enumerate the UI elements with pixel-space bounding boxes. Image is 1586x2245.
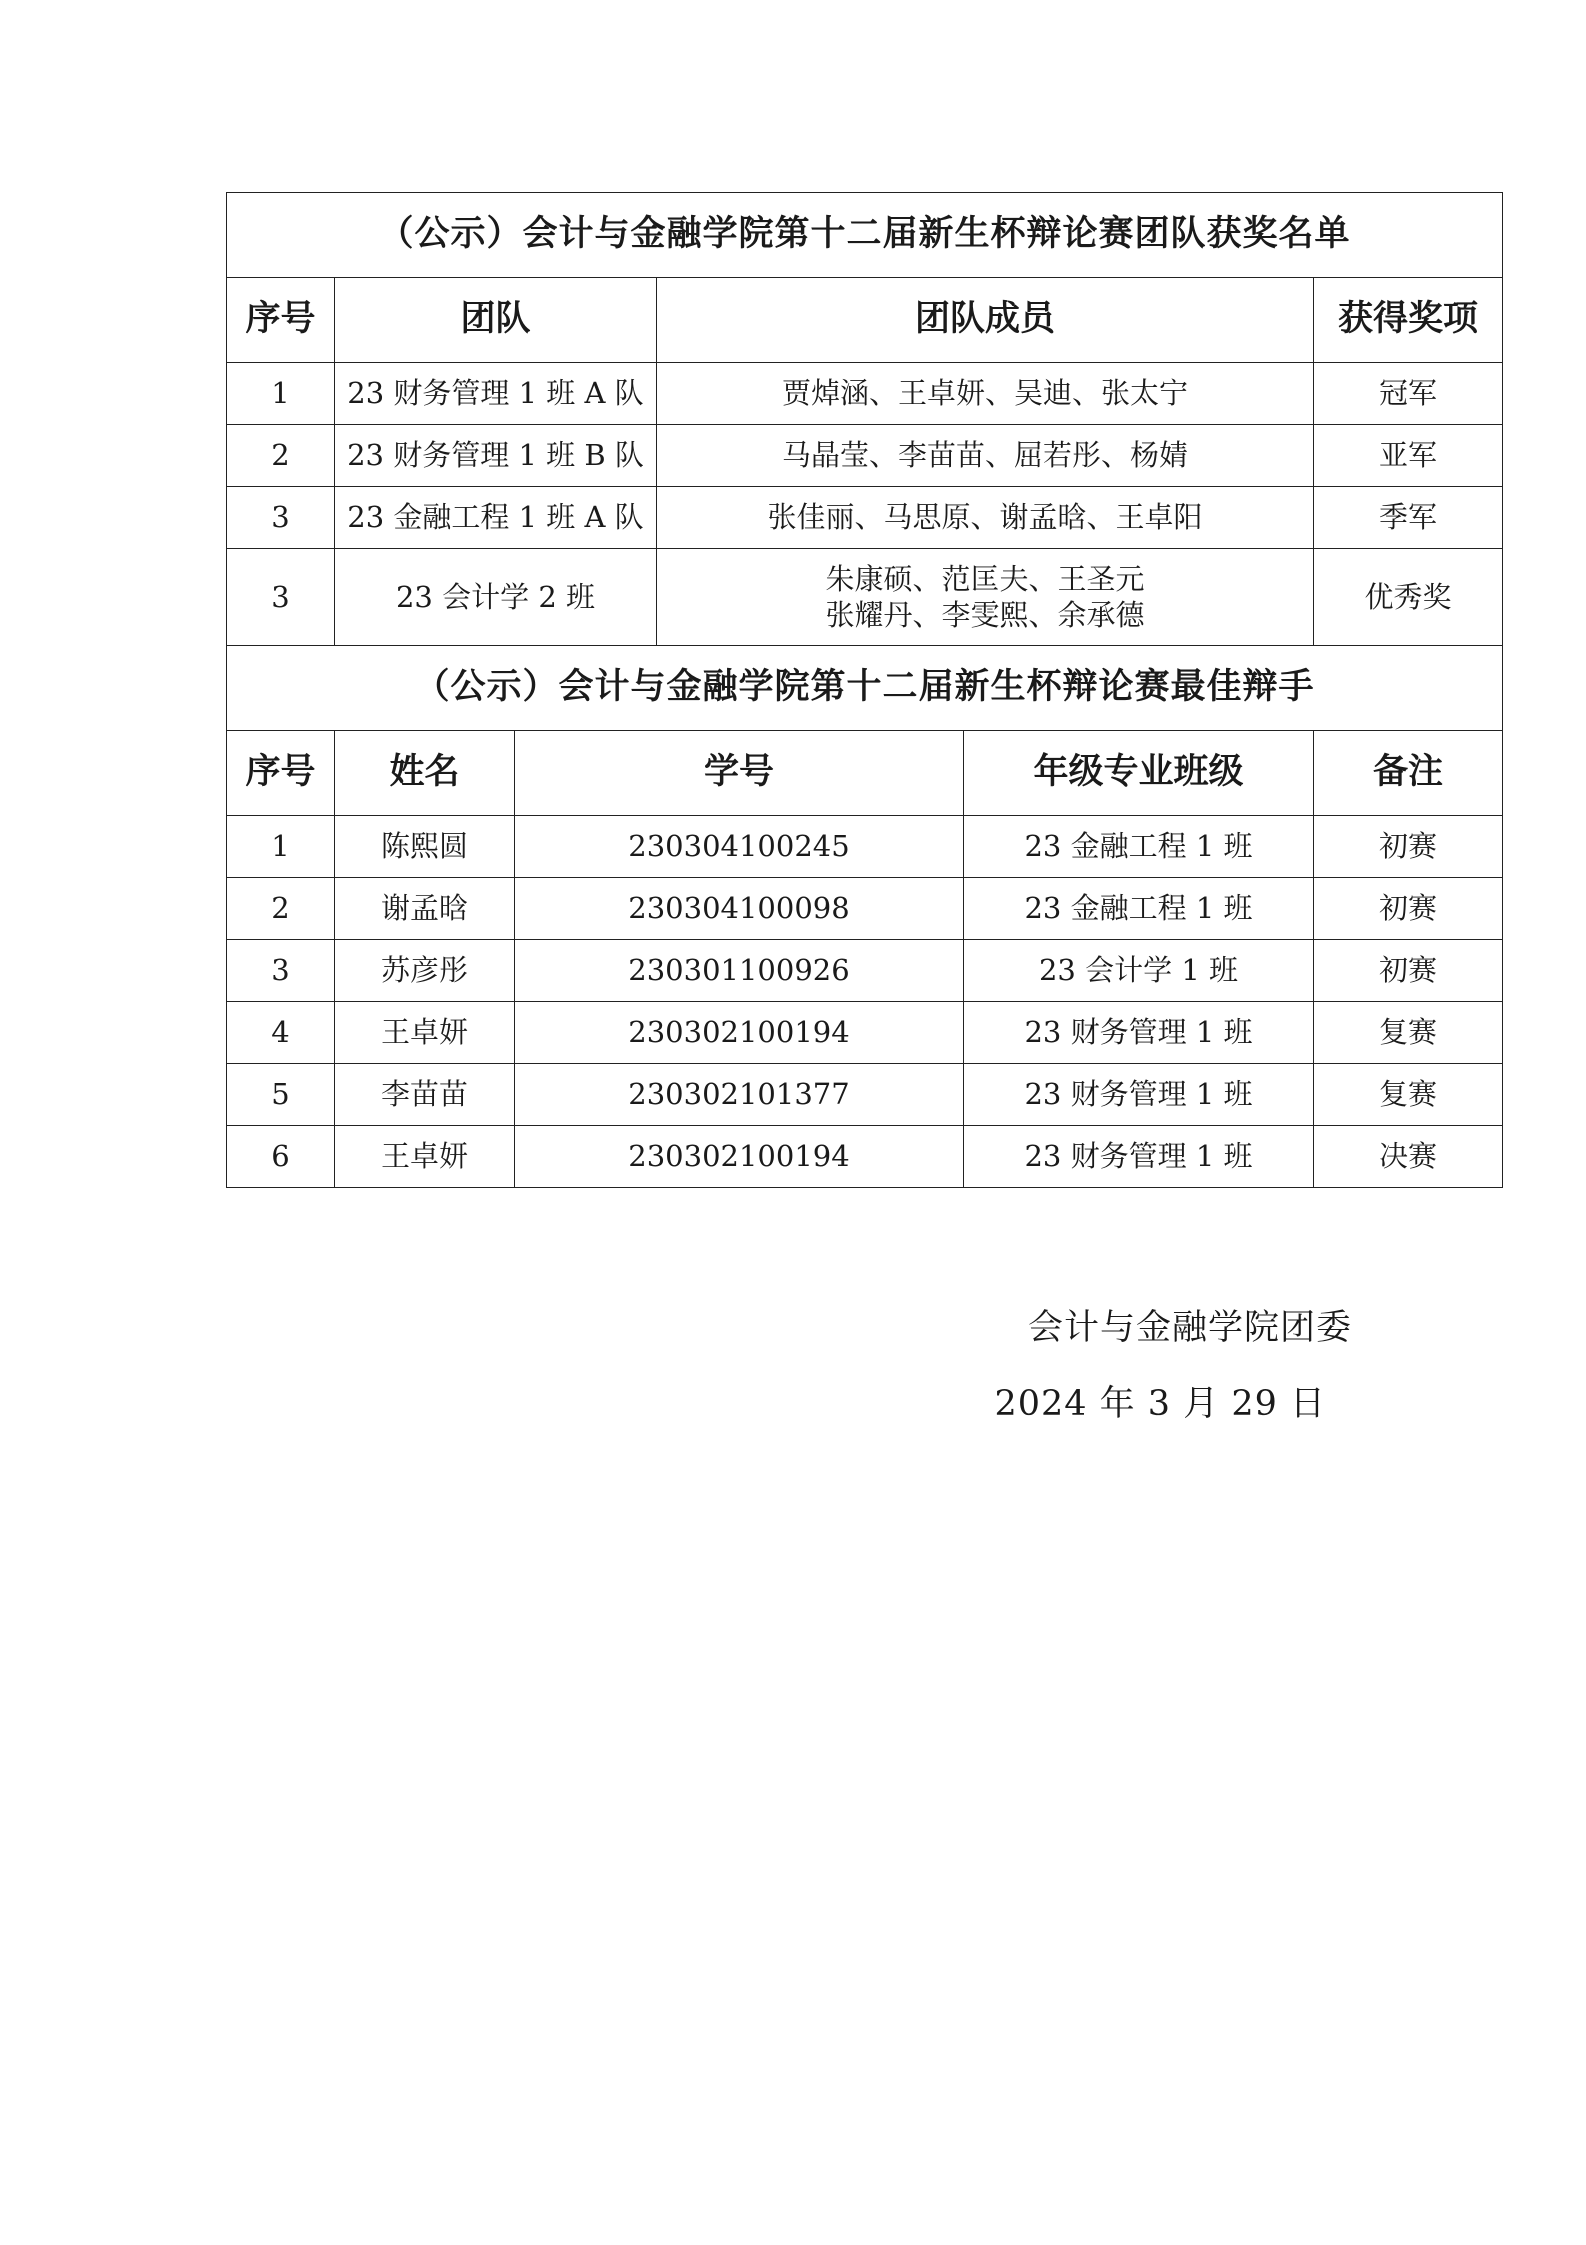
team-row-team: 23 财务管理 1 班 A 队 xyxy=(335,363,657,425)
team-row-award: 季军 xyxy=(1314,487,1503,549)
team-row-no: 1 xyxy=(227,363,335,425)
debater-row-name: 谢孟晗 xyxy=(335,878,515,940)
debater-row-name: 李苗苗 xyxy=(335,1064,515,1126)
debater-row xyxy=(227,816,1503,878)
debater-header-id: 学号 xyxy=(515,731,964,816)
debater-header-note: 备注 xyxy=(1314,731,1503,816)
team-row xyxy=(227,487,1503,549)
signature-block xyxy=(994,1290,1352,1442)
team-section-title: （公示）会计与金融学院第十二届新生杯辩论赛团队获奖名单 xyxy=(227,193,1503,278)
team-row-no: 3 xyxy=(227,487,335,549)
team-row xyxy=(227,425,1503,487)
debater-row-note: 复赛 xyxy=(1314,1064,1503,1126)
debater-row-no: 2 xyxy=(227,878,335,940)
team-row-award: 优秀奖 xyxy=(1314,549,1503,646)
team-header-row xyxy=(227,278,1503,363)
team-row-members-line: 朱康硕、范匡夫、王圣元 xyxy=(825,561,1145,596)
debater-row-note: 复赛 xyxy=(1314,1002,1503,1064)
debater-row-id: 230301100926 xyxy=(515,940,964,1002)
debater-row-note: 初赛 xyxy=(1314,940,1503,1002)
debater-row-no: 4 xyxy=(227,1002,335,1064)
debater-section-title-row xyxy=(227,646,1503,731)
debater-row-name: 陈熙圆 xyxy=(335,816,515,878)
debater-row-id: 230304100245 xyxy=(515,816,964,878)
team-row-members xyxy=(657,487,1314,549)
team-row-no: 3 xyxy=(227,549,335,646)
team-row-members-line: 贾焯涵、王卓妍、吴迪、张太宁 xyxy=(781,376,1188,411)
debater-row-class: 23 金融工程 1 班 xyxy=(964,816,1314,878)
team-row xyxy=(227,549,1503,646)
team-section-title-row xyxy=(227,193,1503,278)
debater-row xyxy=(227,1126,1503,1188)
team-row-award: 冠军 xyxy=(1314,363,1503,425)
team-row-no: 2 xyxy=(227,425,335,487)
debater-header-name: 姓名 xyxy=(335,731,515,816)
team-row-team: 23 财务管理 1 班 B 队 xyxy=(335,425,657,487)
debater-section-title: （公示）会计与金融学院第十二届新生杯辩论赛最佳辩手 xyxy=(227,646,1503,731)
team-row-team: 23 会计学 2 班 xyxy=(335,549,657,646)
team-header-team: 团队 xyxy=(335,278,657,363)
debater-row-note: 初赛 xyxy=(1314,816,1503,878)
team-row-members-line: 张佳丽、马思原、谢孟晗、王卓阳 xyxy=(767,500,1203,535)
debater-row-class: 23 会计学 1 班 xyxy=(964,940,1314,1002)
debater-row-note: 决赛 xyxy=(1314,1126,1503,1188)
debater-row-no: 5 xyxy=(227,1064,335,1126)
debater-row-name: 王卓妍 xyxy=(335,1126,515,1188)
team-row xyxy=(227,363,1503,425)
team-row-award: 亚军 xyxy=(1314,425,1503,487)
debater-header-row xyxy=(227,731,1503,816)
debater-row-id: 230302100194 xyxy=(515,1126,964,1188)
debater-row-id: 230304100098 xyxy=(515,878,964,940)
team-row-members-line: 马晶莹、李苗苗、屈若彤、杨婧 xyxy=(781,438,1188,473)
debater-row xyxy=(227,1002,1503,1064)
debater-row-id: 230302100194 xyxy=(515,1002,964,1064)
team-row-team: 23 金融工程 1 班 A 队 xyxy=(335,487,657,549)
team-header-members: 团队成员 xyxy=(657,278,1314,363)
team-row-members-line: 张耀丹、李雯熙、余承德 xyxy=(825,598,1145,632)
debater-header-no: 序号 xyxy=(227,731,335,816)
award-table xyxy=(226,192,1503,1188)
debater-row xyxy=(227,940,1503,1002)
team-row-members xyxy=(657,363,1314,425)
debater-row-name: 苏彦彤 xyxy=(335,940,515,1002)
debater-row-no: 3 xyxy=(227,940,335,1002)
team-header-award: 获得奖项 xyxy=(1314,278,1503,363)
team-row-members xyxy=(657,425,1314,487)
debater-row-note: 初赛 xyxy=(1314,878,1503,940)
debater-row-name: 王卓妍 xyxy=(335,1002,515,1064)
debater-row-no: 1 xyxy=(227,816,335,878)
debater-row-class: 23 财务管理 1 班 xyxy=(964,1064,1314,1126)
signature-org: 会计与金融学院团委 xyxy=(1027,1308,1352,1348)
debater-row-class: 23 财务管理 1 班 xyxy=(964,1002,1314,1064)
debater-row-id: 230302101377 xyxy=(515,1064,964,1126)
debater-row-no: 6 xyxy=(227,1126,335,1188)
team-header-no: 序号 xyxy=(227,278,335,363)
debater-row-class: 23 金融工程 1 班 xyxy=(964,878,1314,940)
team-row-members xyxy=(657,549,1314,646)
debater-row xyxy=(227,1064,1503,1126)
signature-date: 2024 年 3 月 29 日 xyxy=(994,1384,1326,1424)
debater-header-class: 年级专业班级 xyxy=(964,731,1314,816)
debater-row-class: 23 财务管理 1 班 xyxy=(964,1126,1314,1188)
debater-row xyxy=(227,878,1503,940)
